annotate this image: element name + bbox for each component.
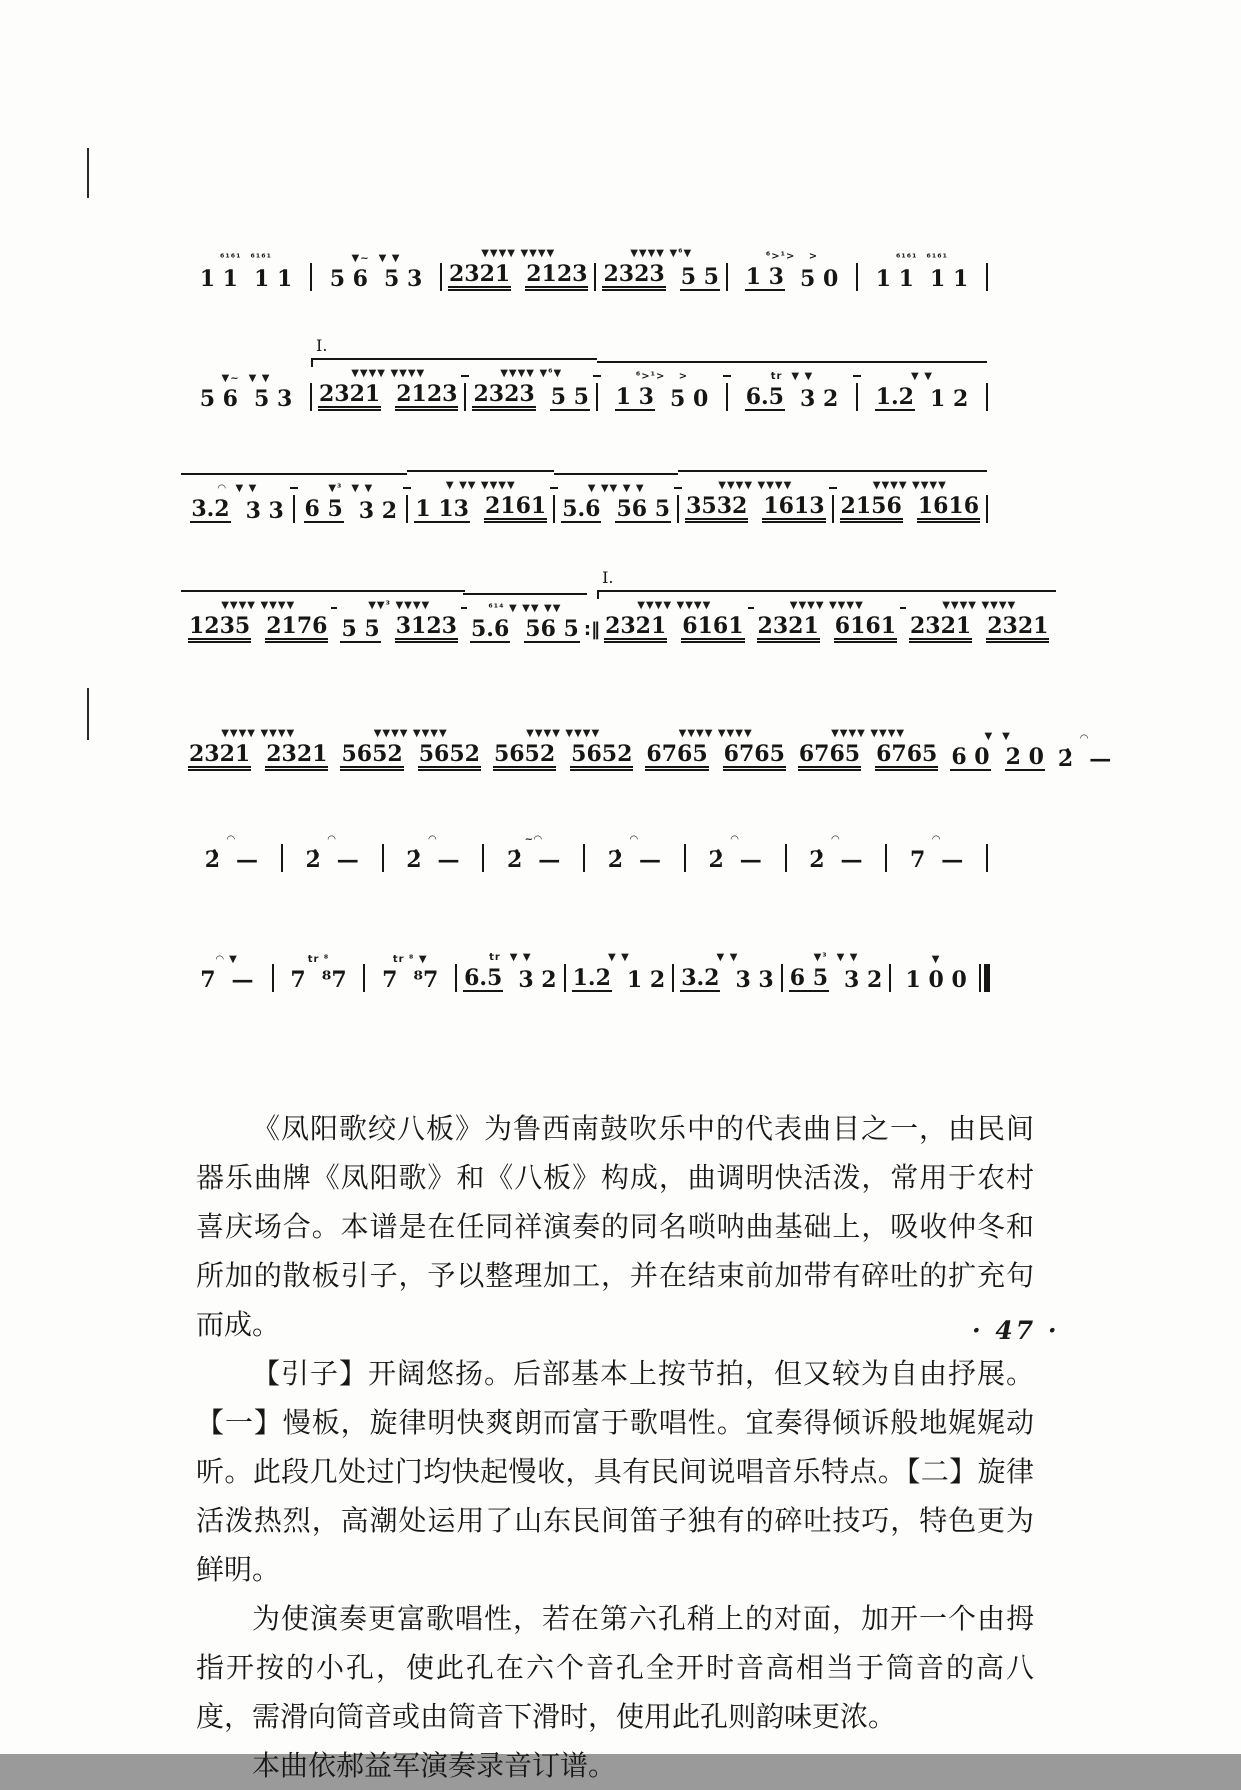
score-system <box>184 950 990 992</box>
note-token: 2̇ <box>204 847 221 873</box>
measure <box>314 336 462 411</box>
note-row <box>329 266 424 291</box>
measure <box>184 598 332 643</box>
articulation-marks: ◠ ▼ <box>215 954 238 965</box>
articulation-marks: ▼▼▼▼ ▼▼▼▼ <box>718 480 793 491</box>
margin-mark <box>87 148 89 198</box>
barline <box>596 383 598 411</box>
barline <box>310 383 312 411</box>
articulation-marks: ▼▼▼▼ ▼▼▼▼ <box>678 728 753 739</box>
note-token: 7 <box>290 967 306 993</box>
articulation-marks: ▼ ▼ <box>911 371 933 382</box>
note-token: 1616 <box>917 495 980 523</box>
note-row <box>204 847 259 872</box>
measure <box>730 369 854 411</box>
articulation-marks: ▼▼▼▼ ▼▼▼▼ <box>221 600 296 611</box>
measure <box>681 478 829 523</box>
score-system <box>184 478 990 523</box>
articulation-marks: ▼▼▼▼ ▼▼▼▼ <box>351 368 426 379</box>
note-token: 5 5 <box>550 384 589 410</box>
measure <box>297 481 404 523</box>
note-row <box>950 744 1045 771</box>
note-row <box>645 741 785 771</box>
measure <box>184 371 308 411</box>
note-token: 2161 <box>484 495 547 523</box>
note-token: 2321 <box>265 743 328 771</box>
measure <box>836 478 984 523</box>
note-token: 7 <box>909 847 926 873</box>
articulation-marks: ▼ ▼ <box>984 731 1011 742</box>
note-token: 2̇ <box>809 847 825 873</box>
note-row <box>472 381 590 411</box>
articulation-marks: tr ▼ ▼ <box>770 371 814 382</box>
measure <box>794 726 942 771</box>
note-token: 6.5 <box>745 384 784 410</box>
note-token: 5 0 <box>799 266 839 292</box>
note-token: 2323 <box>602 263 665 291</box>
note-token: 3 2 <box>518 967 557 993</box>
note-token: 2176 <box>265 615 328 643</box>
measure <box>367 952 453 992</box>
measure <box>410 478 551 523</box>
measure <box>489 726 637 771</box>
note-row <box>190 496 285 523</box>
note-token: 3532 <box>685 495 748 523</box>
articulation-marks: ⁶¹⁶¹ ⁶¹⁶¹ <box>219 253 272 264</box>
note-row <box>188 613 328 643</box>
measure <box>314 251 438 291</box>
volta-label: I. <box>602 568 614 587</box>
articulation-marks: ◠ <box>730 834 740 845</box>
note-token: 56 5 <box>525 616 579 642</box>
barline <box>781 964 783 992</box>
note-token: 6.5 <box>464 965 503 991</box>
note-token: 1 2 <box>929 386 969 412</box>
note-row <box>905 967 968 992</box>
note-row <box>561 496 671 523</box>
note-token: 2123 <box>395 383 458 411</box>
note-token: 5.6 <box>470 616 510 642</box>
note-token: — <box>941 847 964 873</box>
note-token: 1 1 <box>254 266 293 292</box>
note-row <box>808 847 863 872</box>
note-token: 1613 <box>762 495 825 523</box>
note-token: 1235 <box>188 615 251 643</box>
note-token: 2156 <box>840 495 903 523</box>
note-token: 6765 <box>798 743 861 771</box>
measure <box>600 369 724 411</box>
articulation-marks: ◠ <box>932 834 941 845</box>
measure <box>184 481 291 523</box>
paragraph-sections: 【引子】开阔悠扬。后部基本上按节拍，但又较为自由抒展。【一】慢板，旋律明快爽朗而富于歌唱性。宜奏得倾诉般地娓娓动听。此段几处过门均快起慢收，具有民间说唱音乐特点。【二】旋律活泼热烈，高潮处运用了山东民间笛子独有的碎吐技巧，特色更为鲜明。 <box>196 1357 1034 1586</box>
articulation-marks: ▼▼▼▼ ▼▼▼▼ <box>942 600 1017 611</box>
articulation-marks: ▼▼▼▼ ▼▼▼▼ <box>637 600 712 611</box>
note-token: 2 0 <box>1005 744 1044 770</box>
note-token: 3 3 <box>735 967 774 993</box>
note-token: 3123 <box>395 615 458 643</box>
score-system <box>184 246 990 291</box>
measure <box>789 832 884 872</box>
articulation-marks: ◠ ▼ ▼ <box>217 483 258 494</box>
barline <box>553 495 555 523</box>
articulation-marks: ▼³ ▼ ▼ <box>328 483 374 494</box>
note-row <box>685 493 825 523</box>
score-system <box>184 726 1112 772</box>
note-row <box>707 847 762 872</box>
articulation-marks: ▼▼▼▼ ▼▼▼▼ <box>373 728 448 739</box>
note-row <box>318 381 458 411</box>
note-token: 1 1 <box>875 266 914 292</box>
note-token: 2̇ <box>406 847 422 873</box>
note-token: 2̇ <box>607 847 624 873</box>
barline <box>440 263 442 291</box>
note-token: 2321 <box>188 743 251 771</box>
measure <box>1053 731 1116 771</box>
note-token: 5 5 <box>341 616 380 642</box>
note-token: 1 13 <box>415 496 469 522</box>
articulation-marks: ▼ <box>931 954 941 965</box>
measure <box>598 246 724 291</box>
note-row <box>745 264 840 291</box>
note-token: 2̇ <box>305 847 321 873</box>
barline <box>856 263 858 291</box>
note-row <box>909 847 964 872</box>
note-token: 2321 <box>757 615 820 643</box>
articulation-marks: ▼ ▼ <box>607 952 630 963</box>
note-row <box>199 266 294 291</box>
articulation-marks: ◠ <box>428 834 438 845</box>
note-token: — <box>639 847 662 873</box>
measure <box>486 832 581 872</box>
note-token: — <box>236 847 259 873</box>
articulation-marks: ⁶>¹> > <box>765 251 819 262</box>
note-token: ⁸7 <box>413 967 439 993</box>
barline <box>832 495 834 523</box>
articulation-marks: ▼▼▼▼ ▼▼▼▼ <box>789 600 864 611</box>
note-token: 3 2 <box>799 386 839 412</box>
note-token: 5 5 <box>680 264 719 290</box>
measure <box>468 366 594 411</box>
measure <box>444 246 592 291</box>
note-token: 2̇ <box>1057 746 1074 772</box>
articulation-marks: ◠ <box>630 834 639 845</box>
barline <box>856 383 858 411</box>
note-token: 1.2 <box>572 965 611 991</box>
note-token: 5 0 <box>669 386 709 412</box>
score-system <box>184 336 990 412</box>
note-row <box>1057 746 1112 771</box>
articulation-marks: ◠ <box>1080 733 1089 744</box>
margin-mark <box>87 688 89 740</box>
note-token: 2323 <box>472 383 535 411</box>
note-token: 2321 <box>909 615 972 643</box>
measure <box>557 481 675 523</box>
articulation-marks: ▼▼³ ▼▼▼▼ <box>368 600 431 611</box>
barline <box>281 844 283 872</box>
measure <box>276 952 362 992</box>
note-token: 5652 <box>418 743 481 771</box>
articulation-marks: ◠ <box>831 834 841 845</box>
measure <box>184 726 332 771</box>
measure <box>336 598 462 643</box>
barline <box>272 964 274 992</box>
articulation-marks: ⁶>¹> > <box>635 371 689 382</box>
articulation-marks: ⁶¹⁶¹ ⁶¹⁶¹ <box>895 253 948 264</box>
articulation-marks: ▼~ ▼ ▼ <box>221 373 271 384</box>
note-token: 2321 <box>604 615 667 643</box>
measure <box>336 726 484 771</box>
score-system <box>184 568 1049 643</box>
barline <box>310 263 312 291</box>
measure <box>568 950 671 992</box>
barline <box>672 964 674 992</box>
note-token: 6765 <box>875 743 938 771</box>
articulation-marks: ▼▼▼▼ ▼⁶▼ <box>500 368 563 379</box>
note-token: 2321 <box>448 263 511 291</box>
note-token: 6161 <box>834 615 897 643</box>
note-token: 3 2 <box>844 967 883 993</box>
score-system <box>184 832 990 872</box>
measure <box>184 952 270 992</box>
note-token: 5 6 <box>329 266 368 292</box>
final-barline <box>979 964 990 992</box>
note-token: 1 3 <box>745 264 784 290</box>
paragraph-intro: 《凤阳歌绞八板》为鲁西南鼓吹乐中的代表曲目之一，由民间器乐曲牌《凤阳歌》和《八板》构成，曲调明快活泼，常用于农村喜庆场合。本谱是在任同祥演奏的同名唢呐曲基础上，吸收仲冬和所加的散板引子，予以整理加工，并在结束前加带有碎吐的扩充句而成。 <box>196 1112 1034 1341</box>
barline <box>684 844 686 872</box>
note-token: 1 1 <box>199 266 238 292</box>
barline <box>986 495 988 523</box>
note-row <box>340 613 458 643</box>
barline <box>677 495 679 523</box>
note-token: 5 3 <box>384 266 423 292</box>
barline <box>785 844 787 872</box>
barline <box>726 383 728 411</box>
note-token: 1 0 0 <box>905 967 967 993</box>
measure <box>889 832 984 872</box>
note-token: 5 3 <box>254 386 293 412</box>
note-token: 2123 <box>525 263 588 291</box>
barline <box>482 844 484 872</box>
articulation-marks: ▼ ▼▼ ▼▼▼▼ <box>445 480 516 491</box>
note-token: — <box>336 847 359 873</box>
repeat-barline: :‖ <box>583 619 601 641</box>
barline <box>382 844 384 872</box>
barline <box>583 844 585 872</box>
articulation-marks: tr ▼ ▼ <box>489 952 532 963</box>
note-row <box>340 741 480 771</box>
note-row <box>572 965 667 992</box>
articulation-marks: ◠ <box>227 834 236 845</box>
barline <box>406 495 408 523</box>
barline <box>594 263 596 291</box>
note-token: 3 3 <box>245 498 284 524</box>
articulation-marks: ◠ <box>327 834 337 845</box>
note-row <box>199 967 254 992</box>
measure <box>688 832 783 872</box>
note-row <box>909 613 1049 643</box>
note-token: 5.6 <box>562 496 601 522</box>
note-token: 3.2 <box>681 965 720 991</box>
note-token: — <box>231 967 254 993</box>
measure <box>905 598 1053 643</box>
measure <box>860 369 984 411</box>
articulation-marks: ▼ ▼▼ ▼ ▼ <box>587 483 645 494</box>
note-token: 2321 <box>986 615 1049 643</box>
articulation-marks: ▼▼▼▼ ▼▼▼▼ <box>872 480 947 491</box>
note-row <box>607 847 662 872</box>
articulation-marks: ▼▼▼▼ ▼⁶▼ <box>630 248 693 259</box>
barline <box>986 383 988 411</box>
note-token: 3.2 <box>191 496 230 522</box>
note-token: 6 5 <box>304 496 343 522</box>
note-token: 6765 <box>645 743 708 771</box>
note-row <box>199 386 294 411</box>
note-row <box>304 847 359 872</box>
barline <box>464 383 466 411</box>
barline <box>363 964 365 992</box>
note-token: 6765 <box>723 743 786 771</box>
note-row <box>615 384 710 411</box>
note-row <box>493 741 633 771</box>
measure <box>946 729 1049 771</box>
note-row <box>604 613 744 643</box>
barline <box>885 844 887 872</box>
measure <box>184 251 308 291</box>
measure <box>184 832 279 872</box>
paragraph-credit: 本曲依郝益军演奏录音订谱。 <box>252 1749 617 1782</box>
measure <box>730 249 854 291</box>
articulation-marks: ▼▼▼▼ ▼▼▼▼ <box>481 248 556 259</box>
barline <box>986 844 988 872</box>
barline <box>986 263 988 291</box>
note-token: — <box>840 847 863 873</box>
measure <box>285 832 380 872</box>
articulation-marks: ~◠ <box>524 834 543 845</box>
articulation-marks: ▼▼▼▼ ▼▼▼▼ <box>221 728 296 739</box>
articulation-marks: ⁶¹⁴ ▼ ▼▼ ▼▼ <box>488 603 562 614</box>
articulation-marks: ▼ ▼ <box>716 952 739 963</box>
measure <box>641 726 789 771</box>
note-token: 1 2 <box>626 967 666 993</box>
barline <box>726 263 728 291</box>
note-token: ⁸7 <box>321 967 347 993</box>
articulation-marks: ▼▼▼▼ ▼▼▼▼ <box>831 728 906 739</box>
note-token: 1 3 <box>615 384 654 410</box>
note-token: 2̇ <box>506 847 523 873</box>
note-token: 5652 <box>570 743 633 771</box>
note-row <box>414 493 547 523</box>
measure <box>466 601 584 643</box>
note-token: — <box>1089 746 1112 772</box>
barline <box>889 964 891 992</box>
note-token: 2321 <box>318 383 381 411</box>
barline <box>293 495 295 523</box>
note-token: 56 5 <box>616 496 671 522</box>
barline <box>455 964 457 992</box>
note-token: 2̇ <box>708 847 724 873</box>
measure <box>893 952 979 992</box>
note-token: 5652 <box>493 743 556 771</box>
page-number: · 47 · <box>972 1316 1060 1345</box>
measure <box>600 568 748 643</box>
note-token: 7 <box>382 967 398 993</box>
note-row <box>405 847 460 872</box>
measure <box>386 832 481 872</box>
note-token: 3 2 <box>358 498 398 524</box>
volta-label: I. <box>316 336 328 355</box>
note-row <box>381 967 439 992</box>
note-row <box>506 847 561 872</box>
note-row <box>602 261 720 291</box>
measure <box>860 251 984 291</box>
measure <box>676 950 779 992</box>
note-token: 5 6 <box>199 386 238 412</box>
note-token: — <box>437 847 460 873</box>
note-row <box>875 384 970 411</box>
measure <box>459 950 562 992</box>
measure <box>753 598 901 643</box>
note-row <box>463 965 558 992</box>
note-token: 7 <box>200 967 216 993</box>
note-token: 5652 <box>340 743 403 771</box>
note-row <box>448 261 588 291</box>
note-row <box>188 741 328 771</box>
barline <box>564 964 566 992</box>
note-token: — <box>538 847 561 873</box>
note-row <box>798 741 938 771</box>
measure <box>785 950 888 992</box>
note-row <box>789 965 884 992</box>
articulation-marks: tr ⁸ ▼ <box>392 954 428 965</box>
note-token: 6 5 <box>789 965 829 991</box>
note-token: 1.2 <box>875 384 914 410</box>
note-row <box>875 266 970 291</box>
note-row <box>680 965 775 992</box>
paragraph-technique: 为使演奏更富歌唱性，若在第六孔稍上的对面，加开一个由拇指开按的小孔，使此孔在六个音孔全开时音高相当于筒音的高八度，需滑向筒音或由筒音下滑时，使用此孔则韵味更浓。 <box>196 1602 1034 1733</box>
articulation-marks: ▼³ ▼ ▼ <box>813 952 859 963</box>
note-row <box>757 613 897 643</box>
note-row <box>289 967 347 992</box>
commentary-text <box>196 1104 1034 1790</box>
note-row <box>745 384 840 411</box>
note-row <box>840 493 980 523</box>
note-token: 6161 <box>681 615 744 643</box>
note-row <box>304 496 399 523</box>
articulation-marks: ▼~ ▼ ▼ <box>351 253 401 264</box>
note-token: 1 1 <box>929 266 969 292</box>
note-row <box>470 616 580 643</box>
articulation-marks: ▼▼▼▼ ▼▼▼▼ <box>526 728 601 739</box>
measure <box>587 832 682 872</box>
note-token: 6 0 <box>951 744 990 770</box>
articulation-marks: tr ⁸ <box>307 954 330 965</box>
note-token: — <box>739 847 762 873</box>
